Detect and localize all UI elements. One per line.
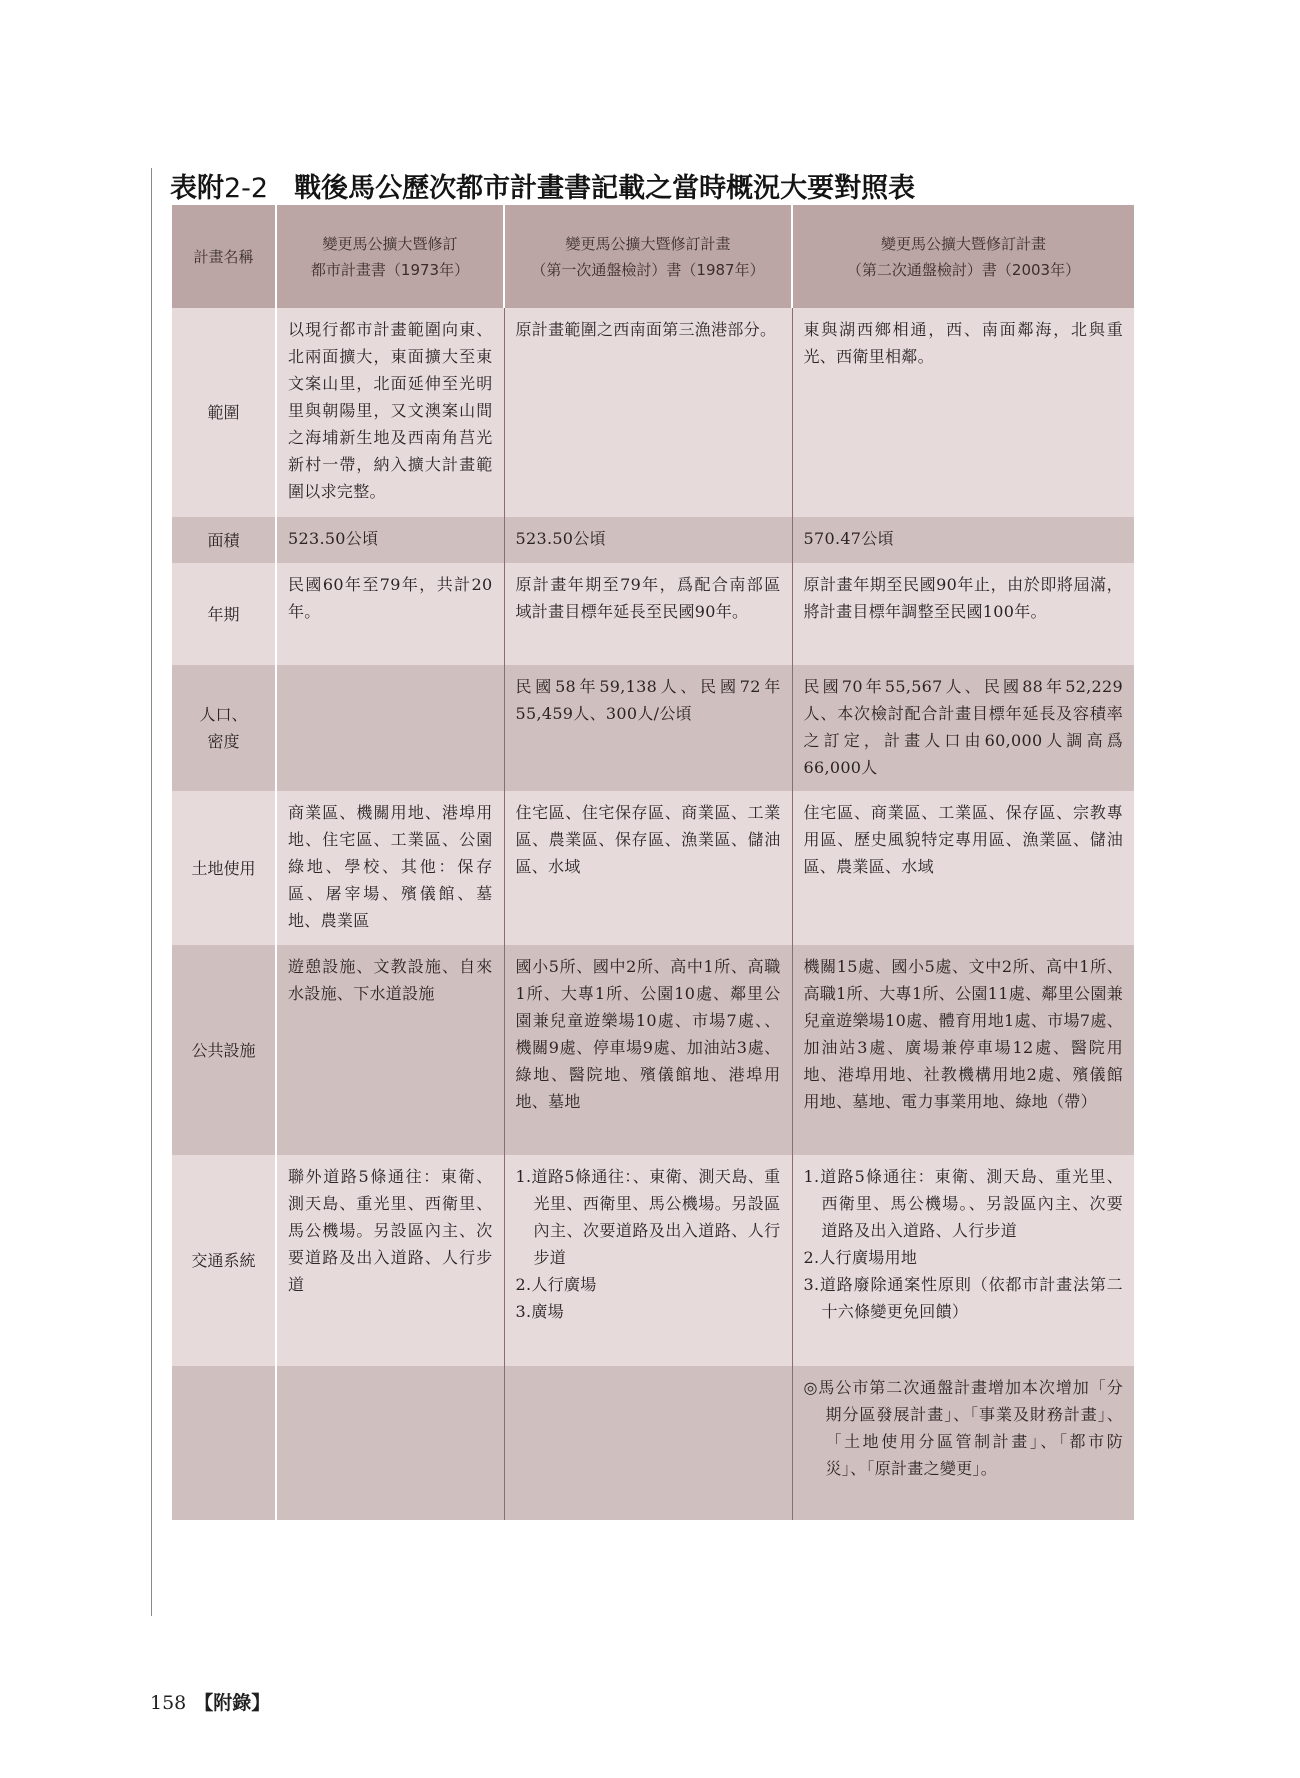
comparison-table: [172, 205, 1134, 1520]
cell-population-1987: 民國58年59,138人、民國72年55,459人、300人/公頃: [504, 665, 792, 791]
cell-area-2003: 570.47公頃: [792, 517, 1134, 563]
cell-land-use-1973: 商業區、機關用地、港埠用地、住宅區、工業區、公園綠地、學校、其他：保存區、屠宰場、殯儀館、墓地、農業區: [276, 791, 504, 945]
cell-transport-1973: 聯外道路5條通往：東衛、測天島、重光里、西衛里、馬公機場。另設區內主、次要道路及出入道路、人行步道: [276, 1155, 504, 1366]
list-item: 1.道路5條通往：、東衛、測天島、重光里、西衛里、馬公機場。另設區內主、次要道路及出入道路、人行步道: [515, 1167, 781, 1267]
plan-1987-header: 變更馬公擴大暨修訂計畫 （第一次通盤檢討）書（1987年）: [504, 205, 792, 308]
row-transport: [172, 1155, 1134, 1366]
row-label-area: 面積: [172, 517, 276, 563]
row-label-public-facilities: 公共設施: [172, 945, 276, 1155]
transport-2003-list: [804, 1163, 1124, 1325]
row-label-land-use: 土地使用: [172, 791, 276, 945]
row-area: [172, 517, 1134, 563]
transport-1987-list: [516, 1163, 781, 1325]
list-item: 3.廣場: [515, 1302, 564, 1321]
section-label: 【附錄】: [194, 1692, 271, 1714]
cell-population-1973: [276, 665, 504, 791]
cell-land-use-2003: 住宅區、商業區、工業區、保存區、宗教專用區、歷史風貌特定專用區、漁業區、儲油區、農業區、水域: [792, 791, 1134, 945]
row-population: [172, 665, 1134, 791]
row-label-scope: 範圍: [172, 308, 276, 517]
cell-period-2003: 原計畫年期至民國90年止，由於即將屆滿，將計畫目標年調整至民國100年。: [792, 563, 1134, 665]
row-period: [172, 563, 1134, 665]
row-label-period: 年期: [172, 563, 276, 665]
cell-land-use-1987: 住宅區、住宅保存區、商業區、工業區、農業區、保存區、漁業區、儲油區、水域: [504, 791, 792, 945]
list-item: 2.人行廣場: [515, 1275, 597, 1294]
note-text: ◎馬公市第二次通盤計畫增加本次增加「分期分區發展計畫」、「事業及財務計畫」、「土地使用分區管制計畫」、「都市防災」、「原計畫之變更」。: [803, 1378, 1123, 1478]
cell-public-facilities-1987: 國小5所、國中2所、高中1所、高職1所、大專1所、公園10處、鄰里公園兼兒童遊樂場10處、市場7處、、機關9處、停車場9處、加油站3處、綠地、醫院地、殯儀館地、港埠用地、墓地: [504, 945, 792, 1155]
table-title: 戰後馬公歷次都市計畫書記載之當時概況大要對照表: [294, 173, 916, 204]
cell-scope-1987: 原計畫範圍之西南面第三漁港部分。: [504, 308, 792, 517]
list-item: 1.道路5條通往：東衛、測天島、重光里、西衛里、馬公機場。、另設區內主、次要道路及出入道路、人行步道: [803, 1167, 1123, 1240]
list-item: 3.道路廢除通案性原則（依都市計畫法第二十六條變更免回饋）: [803, 1275, 1123, 1321]
cell-transport-2003: [792, 1155, 1134, 1366]
plan-2003-header: 變更馬公擴大暨修訂計畫 （第二次通盤檢討）書（2003年）: [792, 205, 1134, 308]
plan-1973-header: 變更馬公擴大暨修訂 都市計畫書（1973年）: [276, 205, 504, 308]
cell-public-facilities-1973: 遊憩設施、文教設施、自來水設施、下水道設施: [276, 945, 504, 1155]
cell-notes-1973: [276, 1366, 504, 1520]
corner-header: 計畫名稱: [172, 205, 276, 308]
cell-area-1987: 523.50公頃: [504, 517, 792, 563]
list-item: 2.人行廣場用地: [803, 1248, 918, 1267]
cell-period-1973: 民國60年至79年，共計20年。: [276, 563, 504, 665]
row-land-use: [172, 791, 1134, 945]
row-label-population: 人口、 密度: [172, 665, 276, 791]
margin-rule: [151, 168, 152, 1616]
cell-notes-2003: [792, 1366, 1134, 1520]
cell-area-1973: 523.50公頃: [276, 517, 504, 563]
page-number: 158: [150, 1692, 187, 1714]
table-header-row: [172, 205, 1134, 308]
row-label-transport: 交通系統: [172, 1155, 276, 1366]
row-scope: [172, 308, 1134, 517]
cell-period-1987: 原計畫年期至79年，爲配合南部區域計畫目標年延長至民國90年。: [504, 563, 792, 665]
cell-population-2003: 民國70年55,567人、民國88年52,229人、本次檢討配合計畫目標年延長及容積率之訂定，計畫人口由60,000人調高爲66,000人: [792, 665, 1134, 791]
cell-notes-1987: [504, 1366, 792, 1520]
table-caption: [170, 166, 915, 205]
row-notes: [172, 1366, 1134, 1520]
page-footer: [150, 1688, 270, 1715]
table-label: 表附2-2: [170, 173, 269, 204]
cell-transport-1987: [504, 1155, 792, 1366]
row-public-facilities: [172, 945, 1134, 1155]
cell-scope-2003: 東與湖西鄉相通，西、南面鄰海，北與重光、西衛里相鄰。: [792, 308, 1134, 517]
cell-scope-1973: 以現行都市計畫範圍向東、北兩面擴大，東面擴大至東文案山里，北面延伸至光明里與朝陽里，又文澳案山間之海埔新生地及西南角莒光新村一帶，納入擴大計畫範圍以求完整。: [276, 308, 504, 517]
cell-public-facilities-2003: 機關15處、國小5處、文中2所、高中1所、高職1所、大專1所、公園11處、鄰里公園兼兒童遊樂場10處、體育用地1處、市場7處、加油站3處、廣場兼停車場12處、醫院用地、港埠用地、社教機構用地2處、殯儀館用地、墓地、電力事業用地、綠地（帶）: [792, 945, 1134, 1155]
row-label-notes: [172, 1366, 276, 1520]
